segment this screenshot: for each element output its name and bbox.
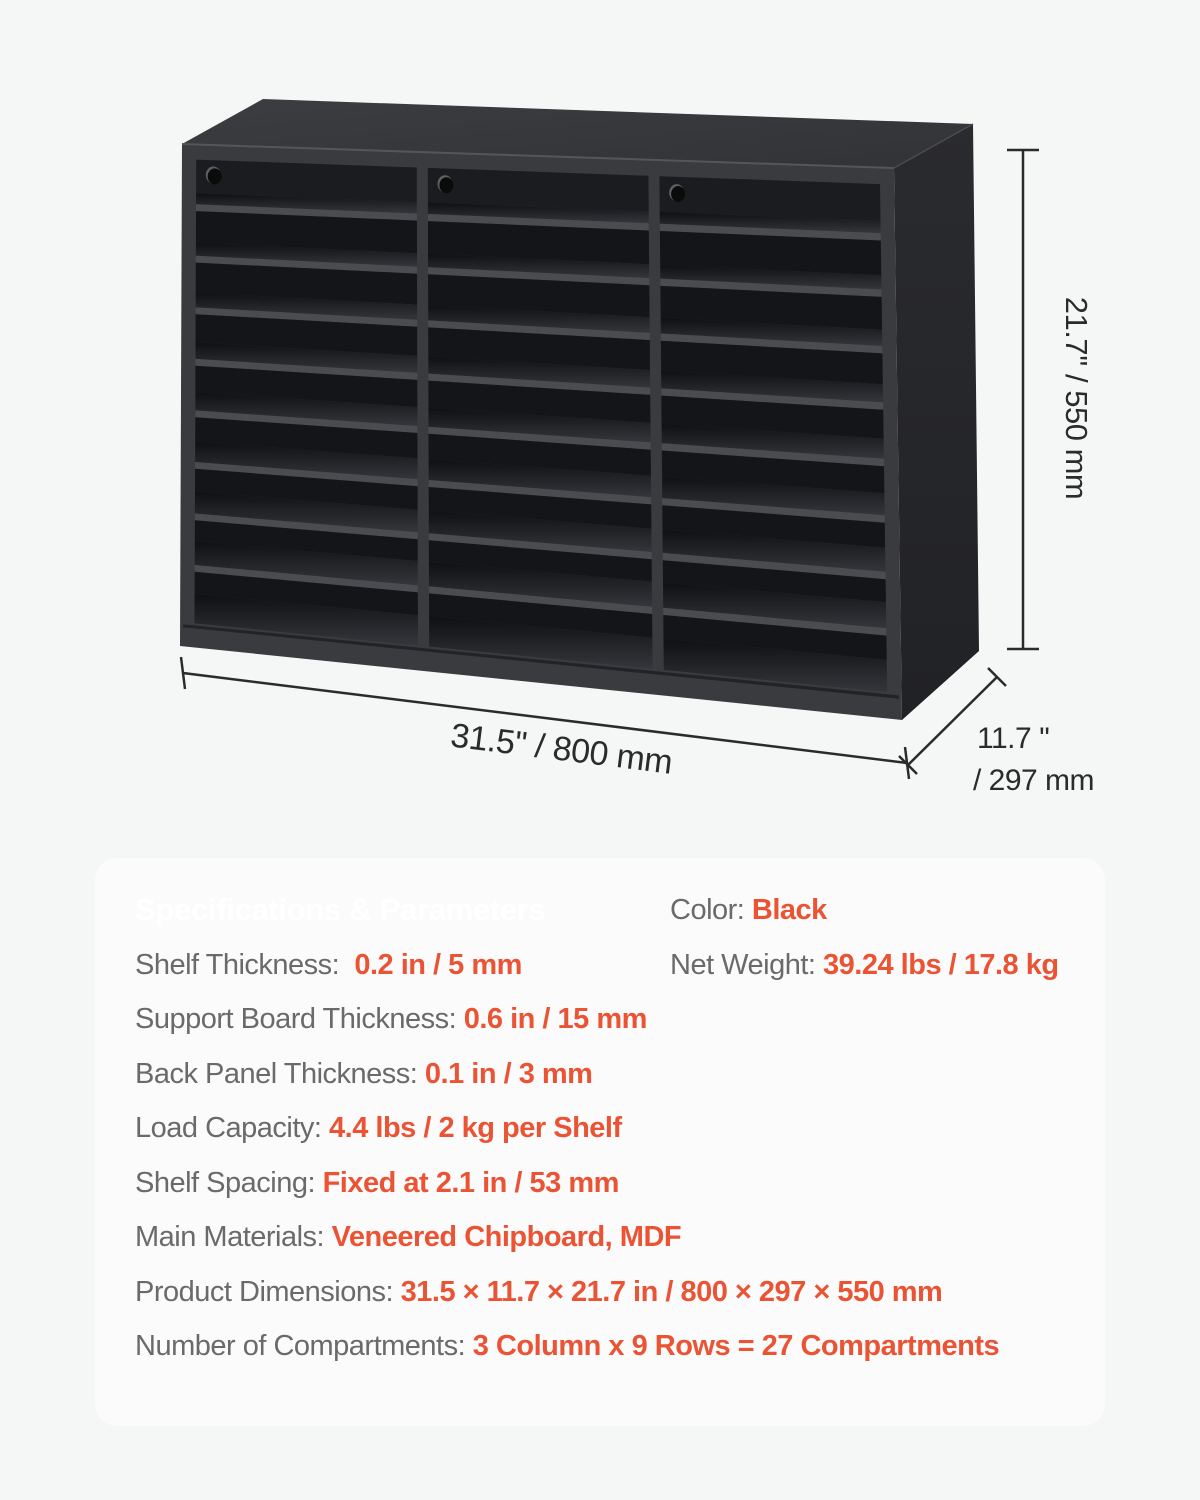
spec-column-right [670,883,1059,992]
spec-label: Color: [670,894,752,926]
spec-value: Fixed at 2.1 in / 53 mm [322,1166,619,1199]
height-dimension-label: 21.7'' / 550 mm [1059,296,1094,500]
depth-dimension-label-line2: / 297 mm [973,764,1095,797]
spec-label: Support Board Thickness: [135,1003,464,1035]
spec-label: Shelf Spacing: [135,1166,323,1199]
spec-label: Load Capacity: [135,1112,330,1144]
spec-label: Product Dimensions: [135,1275,401,1308]
spec-label: Main Materials: [135,1221,332,1253]
spec-row-shelf-spacing [135,1156,999,1211]
spec-value: 0.2 in / 5 mm [354,948,522,981]
ghost-heading: Specifications & Parameters [135,892,546,927]
spec-row-back-panel-thickness [135,1047,999,1102]
spec-label: Net Weight: [670,948,824,981]
spec-value: 3 Column x 9 Rows = 27 Compartments [472,1330,1000,1362]
spec-value: 0.1 in / 3 mm [424,1057,593,1090]
spec-value: 0.6 in / 15 mm [463,1003,647,1035]
spec-value: 39.24 lbs / 17.8 kg [823,948,1059,981]
width-dimension-label: 31.5'' / 800 mm [448,716,675,782]
spec-row-product-dimensions [135,1265,999,1320]
cabinet [180,99,979,720]
spec-label: Shelf Thickness: [135,948,355,981]
spec-row-load-capacity [135,1101,999,1156]
specifications-panel [95,858,1105,1426]
spec-value: 4.4 lbs / 2 kg per Shelf [329,1112,622,1144]
height-dimension [1007,150,1039,649]
spec-value: Veneered Chipboard, MDF [331,1221,682,1253]
depth-dimension-label-line1: 11.7 '' [977,722,1050,755]
spec-row-support-board-thickness [135,992,999,1047]
spec-row-number-of-compartments [135,1319,999,1374]
spec-row-color [670,883,1059,938]
spec-label: Back Panel Thickness: [135,1057,425,1090]
spec-value: 31.5 × 11.7 × 21.7 in / 800 × 297 × 550 mm [400,1275,943,1308]
spec-row-net-weight [670,938,1059,993]
spec-label: Number of Compartments: [135,1330,473,1362]
spec-value: Black [751,894,827,926]
spec-row-main-materials [135,1210,999,1265]
